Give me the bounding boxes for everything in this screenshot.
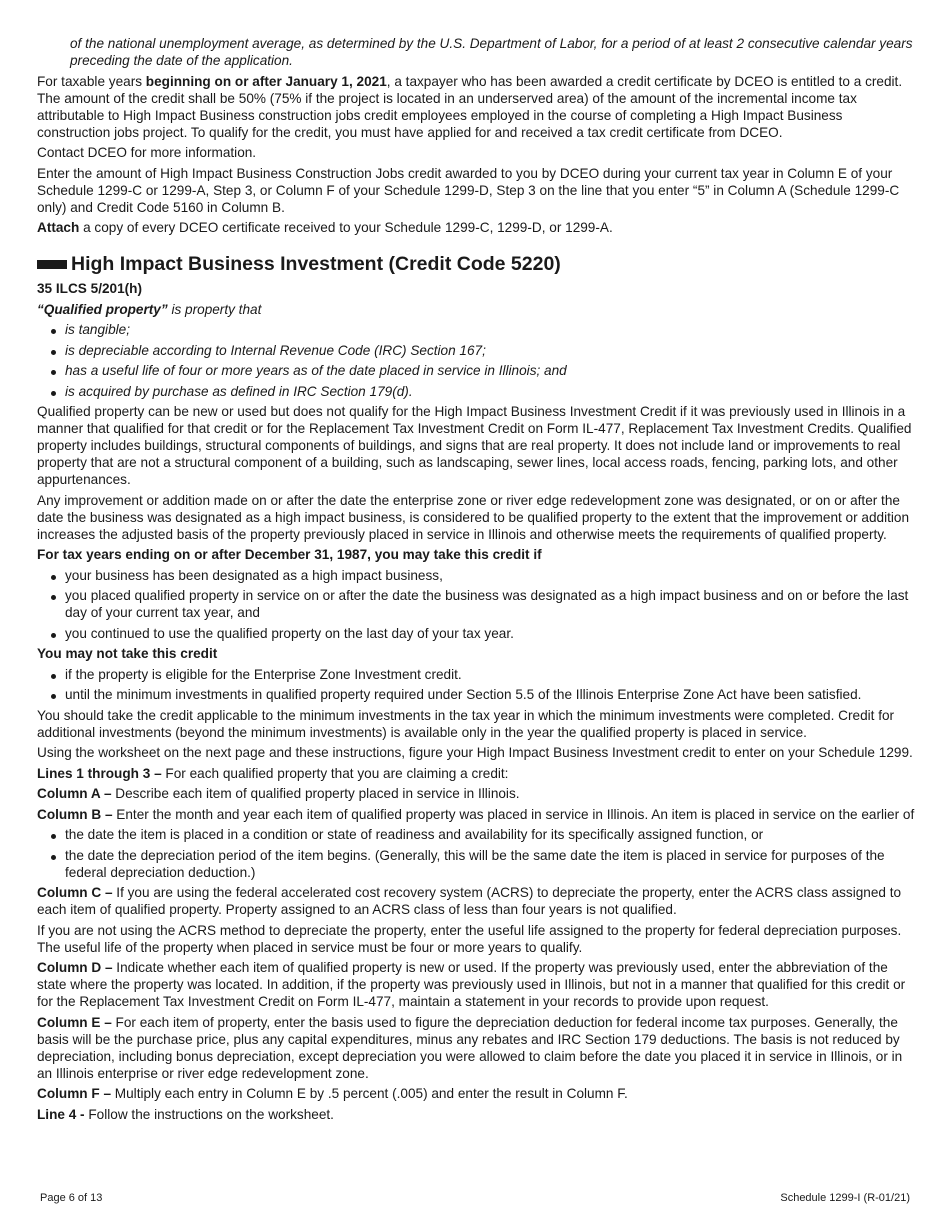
form-identifier: Schedule 1299-I (R-01/21) [780,1192,910,1204]
statute-reference [37,280,915,297]
bullet-icon [51,633,56,638]
bullet-icon [51,391,56,396]
text: is property that [167,301,262,317]
list-text: has a useful life of four or more years as of the date placed in service in Illinois; and [65,363,567,378]
list-text: until the minimum investments in qualified property required under Section 5.5 of the Illinois Enterprise Zone Act have been satisfied. [65,687,862,702]
bullet-icon [51,694,56,699]
list-text: your business has been designated as a high impact business, [65,567,443,583]
bold-text: beginning on or after January 1, 2021 [145,73,387,89]
paragraph-new-used: Qualified property can be new or used but does not qualify for the High Impact Business Investment Credit if it was previously used in Illinois in a manner that qualified for that credit or for the Replacement Tax Investment Credit on Form IL-477, Replacement Tax Investment Credits. Qualified property includes buildings, structural components of buildings, and signs that are real property. It does not include land or improvements to real property that are not a structural component of a building, such as landscaping, sewer lines, local access roads, fencing, parking lots, and other appurtenances. [37,404,912,487]
qualified-definition [37,301,915,318]
text: , a taxpayer who has been awarded a credit certificate by DCEO is entitled to a credit. The amount of the credit shall be 50% (75% if the project is located in an underserved area) of the amount of the incremental income tax attributable to High Impact Business construction jobs credit employees employed in the course of completing a High Impact Business construction jobs project. To qualify for the credit, you must have applied for and received a tax credit certificate from DCEO. [37,73,903,140]
bullet-icon [51,834,56,839]
may-take-heading [37,546,915,563]
heading-bar-icon [37,260,67,269]
bold-text: Column C – [37,885,113,900]
list-text: is acquired by purchase as defined in IRC Section 179(d). [65,383,413,399]
column-b [37,806,915,823]
paragraph-taxable-years [37,73,915,141]
bold-text: Line 4 - [37,1106,85,1122]
bold-text: Lines 1 through 3 – [37,765,162,781]
list-item [37,567,915,584]
text: If you are using the federal accelerated cost recovery system (ACRS) to depreciate the property, enter the ACRS class assigned to each item of qualified property. Property assigned to an ACRS class of less than four years is not qualified. [37,885,902,917]
text: Multiply each entry in Column E by .5 percent (.005) and enter the result in Column F. [111,1086,628,1101]
may-not-bullets [37,666,915,704]
column-b-bullets [37,826,915,881]
may-not-heading [37,645,915,662]
list-item [37,342,915,359]
bold-text: Column D – [37,960,113,975]
bold-text: “Qualified property” [37,301,168,317]
bold-text: Column B – [37,806,113,822]
list-item [37,826,915,843]
bullet-icon [51,329,56,334]
text: For each qualified property that you are claiming a credit: [161,765,509,781]
list-item [37,321,915,338]
text: Enter the month and year each item of qualified property was placed in service in Illinois. An item is placed in service on the earlier of [112,806,915,822]
text: a copy of every DCEO certificate received to your Schedule 1299-C, 1299-D, or 1299-A. [79,220,613,235]
lines-1-3 [37,765,915,782]
section-heading [37,252,915,276]
list-item [37,666,915,683]
column-f [37,1085,915,1102]
bold-text: Column F – [37,1086,112,1101]
text: For each item of property, enter the basis used to figure the depreciation deduction for federal income tax purposes. Generally, the basis will be the purchase price, plus any capital expenditures, minus any rebates and IRC Section 179 deductions. The basis is not reduced by depreciation, including bonus depreciation, except depreciation you were allowed to claim before the date you placed it in service in Illinois, or in an Illinois enterprise or river edge redevelopment zone. [37,1014,903,1081]
list-text: you placed qualified property in service on or after the date the business was designated as a high impact business and on or before the last day of your current tax year, and [65,588,909,620]
list-item [37,383,915,400]
bullet-icon [51,350,56,355]
paragraph-enter-amount: Enter the amount of High Impact Business Construction Jobs credit awarded to you by DCEO during your current tax year in Column E of your Schedule 1299-C or 1299-A, Step 3, or Column F of your Schedule 1299-D, Step 3 on the line that you enter “5” in Column A (Schedule 1299-C only) and Credit Code 5160 in Column B. [37,165,900,215]
column-a [37,785,915,802]
column-d [37,959,915,1010]
paragraph-not-acrs: If you are not using the ACRS method to depreciate the property, enter the useful life assigned to the property for federal depreciation purposes. The useful life of the property when placed in service must be four or more years to qualify. [37,922,902,955]
text: Follow the instructions on the worksheet. [84,1106,334,1122]
list-item [37,686,915,703]
column-c [37,884,915,918]
statute-text: 35 ILCS 5/201(h) [37,281,143,296]
paragraph-contact: Contact DCEO for more information. [37,145,257,160]
bullet-icon [51,575,56,580]
list-text: is depreciable according to Internal Revenue Code (IRC) Section 167; [65,342,486,358]
bold-text: You may not take this credit [37,646,218,661]
list-item [37,625,915,642]
bold-text: Column A – [37,786,112,801]
page-content [37,35,915,1126]
bullet-icon [51,370,56,375]
list-text: is tangible; [65,322,130,337]
column-e [37,1014,915,1082]
list-text: if the property is eligible for the Enterprise Zone Investment credit. [65,666,462,682]
list-item [37,847,915,881]
text: Describe each item of qualified property placed in service in Illinois. [111,786,520,801]
line-4 [37,1106,915,1123]
section-title: High Impact Business Investment (Credit Code 5220) [71,253,561,275]
list-text: you continued to use the qualified property on the last day of your tax year. [65,625,514,641]
bold-text: Column E – [37,1014,112,1030]
paragraph-attach [37,219,915,236]
text: For taxable years [37,73,146,89]
may-take-bullets [37,567,915,642]
list-text: the date the item is placed in a condition or state of readiness and availability for its specifically assigned function, or [65,827,764,842]
list-item [37,362,915,379]
paragraph-improvement: Any improvement or addition made on or after the date the enterprise zone or river edge redevelopment zone was designated, or on or after the date the business was designated as a high impact business, is considered to be qualified property to the extent that the improvement or addition increases the adjusted basis of the property previously placed in service in Illinois and otherwise meets the requirements of qualified property. [37,492,910,542]
bullet-icon [51,674,56,679]
paragraph-should-take: You should take the credit applicable to the minimum investments in the tax year in which the minimum investments were completed. Credit for additional investments (beyond the minimum investments) is available only in the year the qualified property is placed in service. [37,707,895,740]
bullet-icon [51,855,56,860]
list-text: the date the depreciation period of the item begins. (Generally, this will be the same date the item is placed in service for purposes of the federal depreciation deduction.) [65,847,885,880]
page-number: Page 6 of 13 [40,1192,103,1204]
paragraph-using-worksheet: Using the worksheet on the next page and these instructions, figure your High Impact Business Investment credit to enter on your Schedule 1299. [37,745,913,760]
list-item [37,587,915,621]
bold-text: Attach [37,220,80,235]
intro-italic: of the national unemployment average, as determined by the U.S. Department of Labor, for a period of at least 2 consecutive calendar years preceding the date of the application. [70,36,913,68]
bold-text: For tax years ending on or after December 31, 1987, you may take this credit if [37,547,542,562]
qualified-bullets [37,321,915,400]
text: Indicate whether each item of qualified property is new or used. If the property was previously used, enter the abbreviation of the state where the property was located. In addition, if the property was previously used in Illinois, but not in a manner that qualified for this credit or for the Replacement Tax Investment Credit on Form IL-477, maintain a statement in your records to provide upon request. [37,960,906,1009]
bullet-icon [51,595,56,600]
